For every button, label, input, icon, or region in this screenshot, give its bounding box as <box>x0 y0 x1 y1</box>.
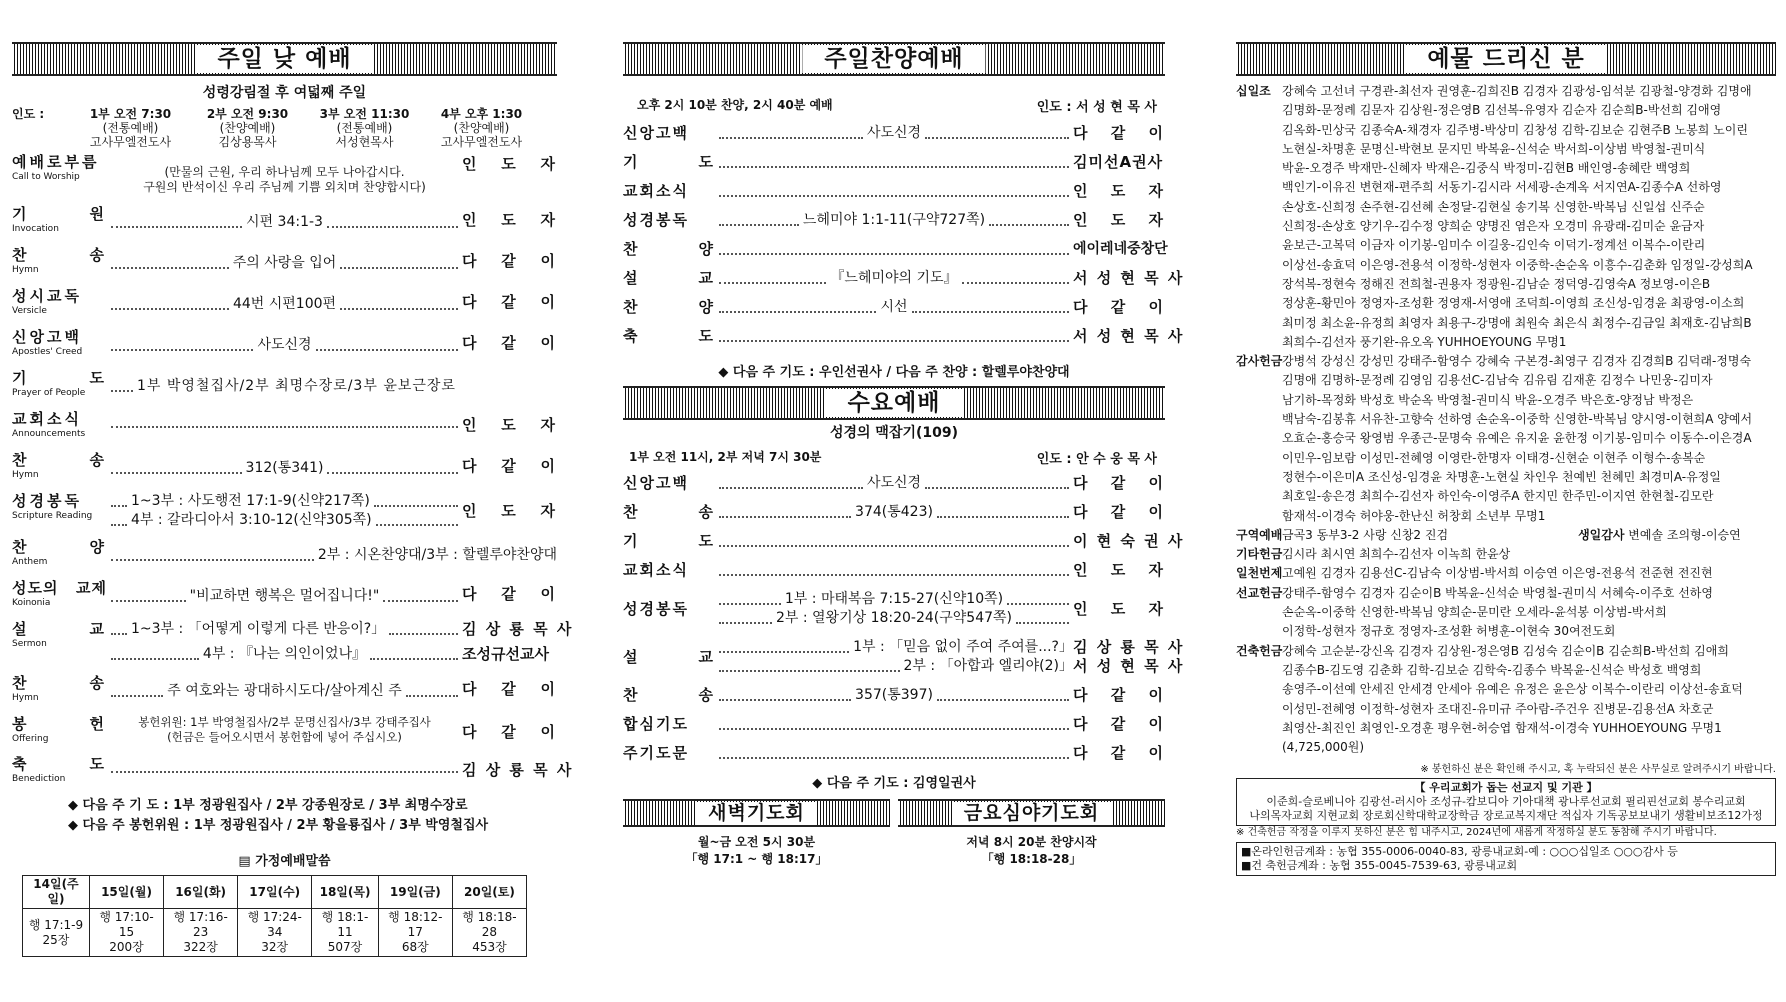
offerings-column <box>1236 42 1776 982</box>
sunday-service-title: 주일 낮 예배 <box>195 45 373 73</box>
friday-prayer: 금요심야기도회 저녁 8시 20분 찬양시작 「행 18:18-28」 <box>898 799 1165 867</box>
order-hymn-1: 찬 송 Hymn 주의 사랑을 입어 다 같 이 <box>12 246 557 275</box>
order-versicle: 성시교독 Versicle 44번 시편100편 다 같 이 <box>12 287 557 316</box>
order-benediction: 축 도 Benediction 김 상 룡 목 사 <box>12 755 574 784</box>
praise-service-banner <box>623 42 1165 76</box>
praise-row-announcements: 교회소식 인 도 자 <box>623 182 1165 200</box>
praise-row-scripture: 성경봉독 느헤미야 1:1-11(구약727쪽) 인 도 자 <box>623 211 1165 229</box>
building-note: ※ 건축헌금 작정을 이루지 못하신 분은 힘 내주시고, 2024년에 새롭게 작정하실 분도 동참해 주시기 바랍니다. <box>1236 827 1717 839</box>
offerings-banner <box>1236 42 1776 76</box>
wed-row-prayer: 기 도 이 현 숙 권 사 <box>623 532 1185 550</box>
other-offering: 기타헌금김시라 최시연 최희수-김선자 이녹희 한윤상 <box>1236 547 1511 562</box>
order-creed: 신앙고백 Apostles' Creed 사도신경 다 같 이 <box>12 328 557 357</box>
list-icon: ▤ <box>238 854 256 869</box>
service-time-2: 2부 오전 9:30 (찬양예배) 김상용목사 <box>206 107 289 149</box>
order-announcements: 교회소식 Announcements 인 도 자 <box>12 410 557 439</box>
wed-row-lords-prayer: 주기도문 다 같 이 <box>623 744 1165 762</box>
service-times <box>12 107 557 149</box>
wed-next-week: ◆ 다음 주 기도 : 김영일권사 <box>812 776 976 791</box>
offering-notice: ※ 봉헌하신 분은 확인해 주시고, 혹 누락되신 분은 사무실로 알려주시기 바랍니다. <box>1420 764 1776 776</box>
praise-service-column <box>623 42 1185 982</box>
prayer-meetings <box>623 799 1165 867</box>
tithe-list: 십일조 강혜숙 고선녀 구경관-최선자 권영훈-김희진B 김경자 김광성-임석분 김광철-양경화 김명애 김명화-문정례 김문자 김상원-정은영B 김선복-유영자 김순자 김순희B-박선희 김애영 김옥화-민상국 김종숙A-채경자 김주병-박상미 김창성 김학-김보순 김현주B 노봉희 노이린 노현실-차명훈 문명신-박현보 문지민 박복윤-신석순 박서희-이상범 박영철-권미식 박윤-오경주 박재만-신혜자 박재은-김중식 박정미-김현B 배인영-송혜란 백영희 백인기-이유진 변현재-편주희 서동기-김시라 서세광-손계옥 서지연A-김종수A 선하영 손상호-신희정 손주현-김선혜 손정달-김현실 송기복 신영한-박복님 신일섭 신주순 신희정-손상호 양기우-김수정 양희순 양명진 염은자 오경미 유광래-김미순 윤금자 윤보근-고복덕 이금자 이기봉-임미수 이길웅-김인숙 이덕기-정계선 이복수-이란리 이상선-송효덕 이은영-전용석 이정학-성현자 이중학-손순옥 이흥수-김춘화 임정일-강성희A 장석복-정현숙 정해진 전희철-권용자 정광원-김남순 정덕영-김영숙A 정보영-이은B 정상훈-황민아 정영자-조성환 정영재-서영애 조덕희-이영희 조신성-임경윤 최광영-이소희 최미정 최소윤-유정희 최영자 최용구-강명애 최원숙 최은식 최정수-김금일 최재호-김남희B 최희수-김선자 풍기완-유오옥 YUHHOEYOUNG 무명1 <box>1236 84 1753 349</box>
praise-row-sermon: 설 교 『느헤미야의 기도』 서 성 현 목 사 <box>623 269 1185 287</box>
home-worship-table: 14일(주일) 15일(월) 16일(화) 17일(수) 18일(목) 19일(금) 20일(토) 행 17:1-9 25장 행 17:10-15 200장 행 17:16-23 322장 행 17:24-34 32장 행 18:1-11 507장 행 18:12-17 68장 행 18:18-28 453장 <box>22 875 527 957</box>
praise-service-title: 주일찬양예배 <box>802 45 985 73</box>
praise-service-header: 오후 2시 10분 찬양, 2시 40분 예배 인도 : 서 성 현 목 사 <box>637 98 1157 115</box>
service-time-3: 3부 오전 11:30 (전통예배) 서성현목사 <box>319 107 410 149</box>
order-hymn-3: 찬 송 Hymn 주 여호와는 광대하시도다/살아계신 주 다 같 이 <box>12 674 557 703</box>
praise-row-song: 찬 양 시선 다 같 이 <box>623 298 1165 316</box>
bank-accounts-box: ■온라인헌금계좌 : 농협 355-0006-0040-83, 광릉내교회-예 : ○○○십일조 ○○○감사 등 ■건 축헌금계좌 : 농협 355-0045-7539-63, 광릉내교회 <box>1236 842 1776 876</box>
offerings-title: 예물 드리신 분 <box>1405 45 1606 73</box>
building-offering: 건축헌금강혜숙 고순분-강신옥 김경자 김상원-정은영B 김성숙 김순이B 김순희B-박선희 김애희 김종수B-김도영 김춘화 김학-김보순 김학숙-김종수 박복윤-신석순 박성호 백영희 송영주-이선예 안세진 안세경 안세아 유예은 유정은 윤은상 이복수-이란리 이상선-송효덕 이성민-전혜영 이정학-성현자 조대진-유미규 주아람-주건우 진병문-김용선A 차호군 최영산-최진인 최영인-오경훈 평우현-허승엽 함재석-이경숙 YUHHOEYOUNG 무명1 (4,725,000원) <box>1236 643 1743 755</box>
wednesday-service-banner <box>623 386 1165 420</box>
wed-row-sermon: 설 교 1부 : 「믿음 없이 주여 주여를...?」 2부 : 「아합과 엘리야(2)」 김 상 룡 목 사 서 성 현 목 사 <box>623 638 1185 675</box>
praise-row-creed: 신앙고백 사도신경 다 같 이 <box>623 124 1165 142</box>
praise-row-anthem: 찬 양 에이레네중창단 <box>623 240 1168 258</box>
order-offering: 봉 헌 Offering 봉헌위원: 1부 박영철집사/2부 문명신집사/3부 강태주집사 (헌금은 들어오시면서 봉헌함에 넣어 주십시오) 다 같 이 <box>12 715 557 744</box>
home-worship-heading: ▤ 가정예배말씀 <box>238 854 331 869</box>
wed-row-announcements: 교회소식 인 도 자 <box>623 561 1165 579</box>
order-hymn-2: 찬 송 Hymn 312(통341) 다 같 이 <box>12 451 557 480</box>
order-invocation: 기 원 Invocation 시편 34:1-3 인 도 자 <box>12 205 557 234</box>
wed-row-hymn-2: 찬 송 357(통397) 다 같 이 <box>623 686 1165 704</box>
service-time-1: 1부 오전 7:30 (전통예배) 고사무엘전도사 <box>89 107 172 149</box>
wednesday-subtitle: 성경의 맥잡기(109) <box>829 425 959 441</box>
mission-support-box: 【 우리교회가 돕는 선교지 및 기관 】 이준희-슬로베니아 김광선-러시아 조성규-캄보디아 기아대책 광나루선교회 필리핀선교회 봉수리교회 나의목자교회 지현교회 장로회신학대학교장학금 장로교복지재단 적십자 기독공보보내기 생활비보조12가정 <box>1236 778 1776 826</box>
next-week-offering: ◆ 다음 주 봉헌위원 : 1부 정광원집사 / 2부 황을룡집사 / 3부 박영철집사 <box>68 818 489 833</box>
thousand-offering: 일천번제고예원 김경자 김용선C-김남숙 이상범-박서희 이승연 이은영-전용석 전준현 전진현 <box>1236 566 1713 581</box>
liturgical-subtitle: 성령강림절 후 여덟째 주일 <box>202 85 367 101</box>
order-prayer: 기 도 Prayer of People 1부 박영철집사/2부 최명수장로/3부 윤보근장로 <box>12 369 456 398</box>
wednesday-service-title: 수요예배 <box>826 389 963 417</box>
wed-row-hymn: 찬 송 374(통423) 다 같 이 <box>623 503 1165 521</box>
order-anthem: 찬 양 Anthem 2부 : 시온찬양대/3부 : 할렐루야찬양대 <box>12 538 557 567</box>
wed-row-scripture: 성경봉독 1부 : 마태복음 7:15-27(신약10쪽) 2부 : 열왕기상 18:20-24(구약547쪽) 인 도 자 <box>623 591 1165 626</box>
district-birthday: 구역예배금곡3 동부3-2 사랑 신창2 진검 생일감사 변예솔 조의형-이승연 <box>1236 527 1741 542</box>
order-koinonia: 성도의 교제 Koinonia "비교하면 행복은 멀어집니다!" 다 같 이 <box>12 579 557 608</box>
wednesday-header: 1부 오전 11시, 2부 저녁 7시 30분 인도 : 안 수 웅 목 사 <box>629 450 1157 467</box>
wed-row-united-prayer: 합심기도 다 같 이 <box>623 715 1165 733</box>
thanks-list: 감사헌금강병석 강성신 강성민 강태주-함영수 강혜숙 구본경-최영구 김경자 김경희B 김덕래-정명숙 김명애 김명하-문정례 김영임 김용선C-김남숙 김유림 김재훈 김정수 나민웅-김미자 남기하-목정화 박성호 박순옥 박영철-권미식 박윤-오경주 박은호-양정남 박정은 백남숙-김봉휴 서유찬-고향숙 선하영 손순옥-이중학 신영한-박복님 양시영-이현희A 양예서 오효순-홍승국 왕영범 우종근-문명숙 유예은 유지윤 윤한정 이기봉-임미수 이동수-이은경A 이민우-임보람 이성민-전혜영 이영란-한명자 이태경-신현순 이현주 이형수-송복순 정현수-이은미A 조신성-임경윤 차명훈-노현실 차인우 천예빈 천혜민 최경미A-유정일 최호일-송은경 최희수-김선자 하인숙-이영주A 한지민 한주민-이지연 한현철-김모란 함재석-이경숙 허야웅-한난신 허창회 소년부 무명1 <box>1236 354 1753 523</box>
order-sermon: 설 교 Sermon 1~3부 : 「어떻게 이렇게 다른 반응이?」 4부 : 『나는 의인이었나』 김 상 룡 목 사 조성규선교사 <box>12 620 574 663</box>
praise-row-prayer: 기 도 김미선A권사 <box>623 153 1164 171</box>
order-scripture: 성경봉독 Scripture Reading 1~3부 : 사도행전 17:1-9(신약217쪽) 4부 : 갈라디아서 3:10-12(신약305쪽) 인 도 자 <box>12 492 557 528</box>
praise-row-benediction: 축 도 서 성 현 목 사 <box>623 327 1185 345</box>
sunday-service-banner <box>12 42 557 76</box>
order-call-to-worship: 예배로부름 Call to Worship (만물의 근원, 우리 하나님께 모두 나아갑시다. 구원의 반석이신 우리 주님께 기쁨 외치며 찬양합시다) 인 도 자 <box>12 153 557 194</box>
mission-offering: 선교헌금강태주-함영수 김경자 김순이B 박복윤-신석순 박영철-권미식 서혜숙-이주호 선하영 손순옥-이중학 신영한-박복님 양희순-문미란 오세라-윤석봉 이상범-박서희 이정학-성현자 정규호 정영자-조성환 허병훈-이현숙 30여전도회 <box>1236 585 1713 639</box>
next-week-prayer: ◆ 다음 주 기 도 : 1부 정광원집사 / 2부 강종원장로 / 3부 최명수장로 <box>68 798 468 813</box>
praise-next-week: ◆ 다음 주 기도 : 우인선권사 / 다음 주 찬양 : 할렐루야찬양대 <box>718 365 1070 380</box>
leader-label: 인도 : <box>12 107 45 121</box>
wed-row-creed: 신앙고백 사도신경 다 같 이 <box>623 474 1165 492</box>
service-time-4: 4부 오후 1:30 (찬양예배) 고사무엘전도사 <box>440 107 523 149</box>
dawn-prayer: 새벽기도회 월~금 오전 5시 30분 「행 17:1 ~ 행 18:17」 <box>623 799 890 867</box>
sunday-service-column <box>12 42 574 982</box>
